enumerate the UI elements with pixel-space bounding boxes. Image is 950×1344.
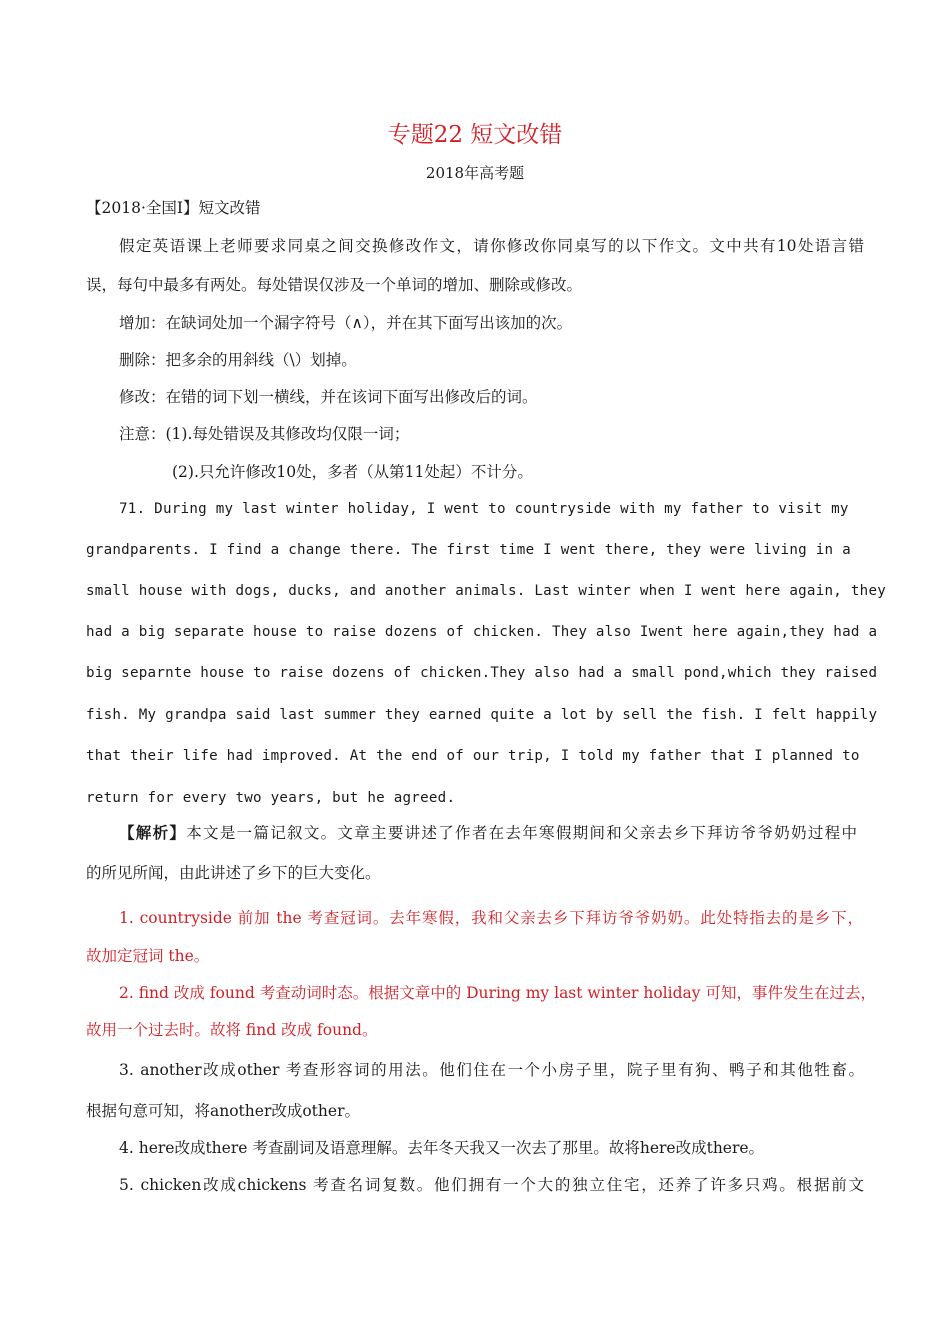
analysis-intro-cont: 的所见所闻，由此讲述了乡下的巨大变化。: [86, 864, 381, 882]
analysis-label: 【解析】: [119, 823, 187, 842]
instruction-note-2: (2).只允许修改10处，多者（从第11处起）不计分。: [172, 463, 533, 481]
instruction-modify: 修改：在错的词下划一横线，并在该词下面写出修改后的词。: [119, 388, 538, 406]
instruction-add: 增加：在缺词处加一个漏字符号（∧），并在其下面写出该加的次。: [119, 314, 573, 332]
answer-3-cont: 根据句意可知，将another改成other。: [86, 1102, 360, 1120]
answer-5: 5. chicken改成chickens 考查名词复数。他们拥有一个大的独立住宅，还养了许多只鸡。根据前文: [119, 1176, 864, 1194]
passage-line: return for every two years, but he agreed.: [86, 790, 456, 806]
passage-line: fish. My grandpa said last summer they earned quite a lot by sell the fish. I felt happily: [86, 707, 878, 723]
answer-2-cont: 故用一个过去时。故将 find 改成 found。: [86, 1021, 378, 1039]
analysis-intro: [119, 822, 857, 844]
answer-4: 4. here改成there 考查副词及语意理解。去年冬天我又一次去了那里。故将here改成there。: [119, 1139, 765, 1157]
passage-line: big separnte house to raise dozens of chicken.They also had a small pond,which they raised: [86, 665, 878, 681]
instruction-delete: 删除：把多余的用斜线（\）划掉。: [119, 351, 357, 369]
answer-1-cont: 故加定冠词 the。: [86, 947, 210, 965]
passage-line: 71. During my last winter holiday, I went to countryside with my father to visit my: [119, 501, 849, 517]
instruction-line: 假定英语课上老师要求同桌之间交换修改作文，请你修改你同桌写的以下作文。文中共有10处语言错: [119, 237, 864, 255]
instruction-line: 误，每句中最多有两处。每处错误仅涉及一个单词的增加、删除或修改。: [86, 276, 583, 294]
answer-1: 1. countryside 前加 the 考查冠词。去年寒假，我和父亲去乡下拜访爷爷奶奶。此处特指去的是乡下，: [119, 909, 863, 927]
passage-line: small house with dogs, ducks, and another animals. Last winter when I went here again, they: [86, 583, 887, 599]
page-subtitle: 2018年高考题: [425, 164, 525, 182]
instruction-note-1: 注意：(1).每处错误及其修改均仅限一词；: [119, 425, 410, 443]
section-tag: 【2018·全国Ⅰ】短文改错: [86, 199, 261, 217]
passage-line: that their life had improved. At the end of our trip, I told my father that I planned to: [86, 748, 860, 764]
page-title: 专题22 短文改错: [387, 122, 563, 148]
answer-3: 3. another改成other 考查形容词的用法。他们住在一个小房子里，院子里有狗、鸭子和其他牲畜。: [119, 1061, 864, 1079]
passage-line: grandparents. I find a change there. The first time I went there, they were living in a: [86, 542, 851, 558]
answer-2: 2. find 改成 found 考查动词时态。根据文章中的 During my last winter holiday 可知，事件发生在过去，: [119, 984, 876, 1002]
analysis-intro-text: 本文是一篇记叙文。文章主要讲述了作者在去年寒假期间和父亲去乡下拜访爷爷奶奶过程中: [186, 824, 857, 842]
passage-line: had a big separate house to raise dozens of chicken. They also Iwent here again,they had a: [86, 624, 878, 640]
